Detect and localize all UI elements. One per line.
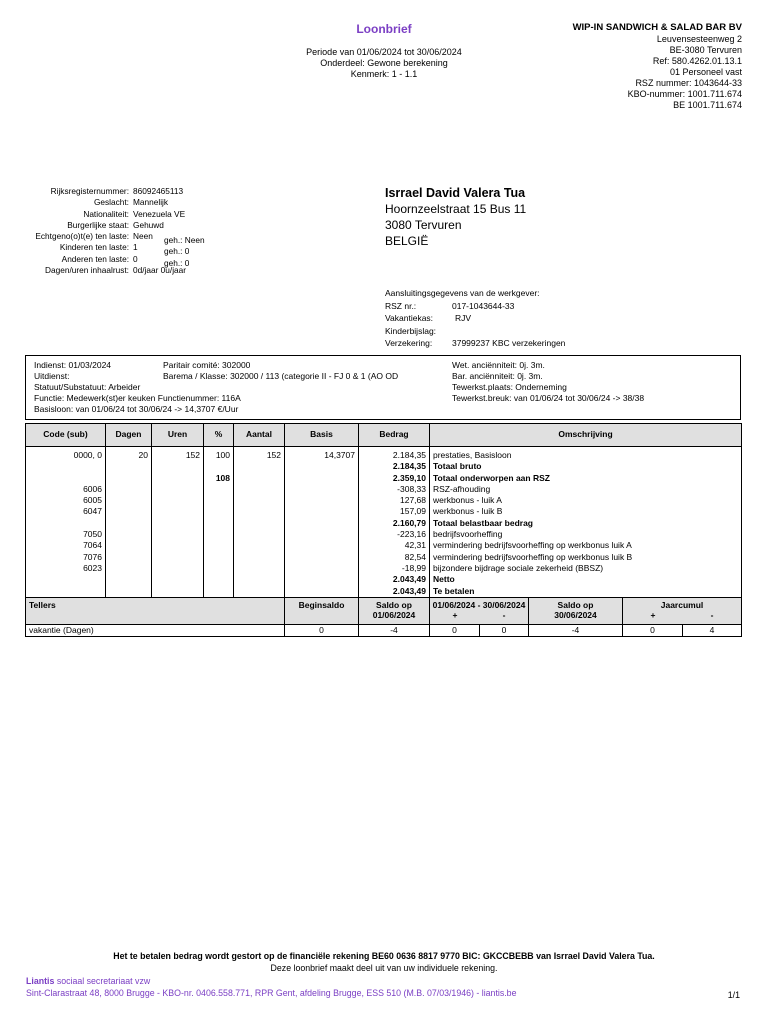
cell-bedrag: 2.359,10 <box>359 473 430 484</box>
cell-bedrag: 127,68 <box>359 495 430 506</box>
cell-basis <box>285 552 359 563</box>
cell-dagen <box>106 518 152 529</box>
cell-uren <box>152 484 204 495</box>
cell-percent <box>204 586 234 598</box>
cell-aantal <box>234 563 285 574</box>
personal-extra-value: geh.: Neen <box>164 235 205 245</box>
table-row <box>26 506 742 517</box>
cell-aantal <box>234 506 285 517</box>
personal-label: Echtgeno(o)t(e) ten laste: <box>35 231 129 242</box>
cell-dagen <box>106 461 152 472</box>
table-row <box>26 518 742 529</box>
cell-basis <box>285 529 359 540</box>
cell-code: 6023 <box>26 563 106 574</box>
cell-basis <box>285 518 359 529</box>
personal-value: Neen <box>133 231 153 242</box>
indienst: Indienst: 01/03/2024 <box>34 360 112 370</box>
payment-notice: Het te betalen bedrag wordt gestort op de financiële rekening BE60 0636 8817 9770 BIC: GKCCBEBB van Isrrael David Valera Tua. <box>113 951 655 961</box>
personal-value: 1 <box>133 242 138 253</box>
employer-name: WIP-IN SANDWICH & SALAD BAR BV <box>572 22 742 33</box>
liantis-address: Sint-Clarastraat 48, 8000 Brugge - KBO-nr. 0406.558.771, RPR Gent, afdeling Brugge, ESS 510 (M.B. 07/03/1946) - liantis.be <box>26 988 517 998</box>
column-header: Uren <box>152 424 204 447</box>
saldo-end-date: 30/06/2024 <box>554 609 597 620</box>
cell-basis <box>285 495 359 506</box>
cell-dagen <box>106 586 152 598</box>
cell-dagen <box>106 563 152 574</box>
affiliation-label: Vakantiekas: <box>385 313 434 323</box>
personal-value: 0 <box>133 253 138 264</box>
personal-label: Burgerlijke staat: <box>67 219 129 230</box>
table-row <box>26 529 742 540</box>
cell-bedrag: -308,33 <box>359 484 430 495</box>
personal-value: Gehuwd <box>133 219 164 230</box>
cell-bedrag: 2.043,49 <box>359 586 430 598</box>
cell-omschrijving: werkbonus - luik B <box>430 506 742 517</box>
personal-label: Anderen ten laste: <box>61 253 129 264</box>
barema: Barema / Klasse: 302000 / 113 (categorie II - FJ 0 & 1 (AO OD <box>163 371 399 381</box>
cell-percent: 100 <box>204 447 234 462</box>
cell-uren <box>152 563 204 574</box>
cell-uren <box>152 529 204 540</box>
cell-code <box>26 518 106 529</box>
saldo-end-header <box>529 598 623 624</box>
affiliation-value: RJV <box>455 313 472 323</box>
cell-dagen <box>106 574 152 585</box>
saldo-end-label: Saldo op <box>557 599 594 610</box>
cell-uren <box>152 540 204 551</box>
cell-uren <box>152 461 204 472</box>
minus-label: - <box>502 609 506 620</box>
tellers-label: Tellers <box>26 597 285 624</box>
teller-minus: 0 <box>480 625 529 636</box>
column-header: Aantal <box>234 424 285 447</box>
minus-label: - <box>710 609 714 620</box>
cell-basis <box>285 484 359 495</box>
cell-bedrag: 82,54 <box>359 552 430 563</box>
cell-aantal <box>234 574 285 585</box>
cell-omschrijving: vermindering bedrijfsvoorheffing op werkbonus luik B <box>430 552 742 563</box>
cell-omschrijving: Totaal bruto <box>430 461 742 472</box>
column-header: Bedrag <box>359 424 430 447</box>
affiliation-value: 017-1043644-33 <box>452 300 515 311</box>
table-row <box>26 540 742 551</box>
cell-percent <box>204 484 234 495</box>
page-number: 1/1 <box>727 990 740 1000</box>
functie: Functie: Medewerk(st)er keuken Functienummer: 116A <box>34 393 241 403</box>
affiliation-row <box>385 300 765 313</box>
statuut: Statuut/Substatuut: Arbeider <box>34 382 141 392</box>
cell-dagen <box>106 495 152 506</box>
cell-omschrijving: Totaal belastbaar bedrag <box>430 518 742 529</box>
employer-line: 01 Personeel vast <box>669 67 742 77</box>
cell-basis <box>285 563 359 574</box>
tellers-header-row <box>26 597 742 624</box>
cell-code <box>26 473 106 484</box>
saldo-start-header <box>359 597 430 624</box>
teller-cum-minus: 4 <box>709 624 715 635</box>
cell-aantal <box>234 540 285 551</box>
period-range: 01/06/2024 - 30/06/2024 <box>432 599 526 610</box>
cell-basis <box>285 540 359 551</box>
period-header <box>430 598 529 624</box>
period-subheader <box>430 610 528 620</box>
cell-uren <box>152 518 204 529</box>
table-row <box>26 586 742 598</box>
cell-bedrag: 157,09 <box>359 506 430 517</box>
affiliation-label: RSZ nr.: <box>385 300 417 311</box>
jaarcumul-subheader <box>623 610 741 620</box>
cell-code: 6006 <box>26 484 106 495</box>
employer-line: KBO-nummer: 1001.711.674 <box>627 89 742 99</box>
kenmerk-text: Kenmerk: 1 - 1.1 <box>350 69 418 79</box>
cell-percent <box>204 461 234 472</box>
cell-bedrag: 2.184,35 <box>359 461 430 472</box>
affiliation-row <box>385 337 765 350</box>
cell-bedrag: -18,99 <box>359 563 430 574</box>
cell-aantal <box>234 495 285 506</box>
personal-extra-value: geh.: 0 <box>164 246 190 257</box>
teller-saldo-end: -4 <box>529 625 623 636</box>
uitdienst: Uitdienst: <box>34 371 70 381</box>
table-header-row <box>26 424 742 447</box>
personal-label: Dagen/uren inhaalrust: <box>45 265 129 276</box>
teller-saldo-start: -4 <box>359 624 430 636</box>
affiliation-block <box>385 287 765 350</box>
cell-percent <box>204 495 234 506</box>
cell-omschrijving: Netto <box>430 574 742 585</box>
cell-code: 0000, 0 <box>26 447 106 462</box>
personal-value: Venezuela VE <box>133 208 186 219</box>
cell-uren <box>152 574 204 585</box>
payslip-lines <box>26 447 742 598</box>
personal-extra-value: geh.: 0 <box>164 257 190 268</box>
jaarcumul-header <box>623 598 741 624</box>
cell-bedrag: 2.184,35 <box>359 447 430 462</box>
tewerkstelling-breuk: Tewerkst.breuk: van 01/06/24 tot 30/06/24 -> 38/38 <box>452 393 645 403</box>
cell-uren <box>152 552 204 563</box>
cell-percent <box>204 540 234 551</box>
cell-uren <box>152 586 204 598</box>
cell-aantal <box>234 484 285 495</box>
tewerkstelling-plaats: Tewerkst.plaats: Onderneming <box>452 382 567 392</box>
cell-aantal <box>234 518 285 529</box>
table-row <box>26 495 742 506</box>
personal-label: Rijksregisternummer: <box>50 186 129 196</box>
saldo-start-date: 01/06/2024 <box>372 609 416 620</box>
column-header: Basis <box>285 424 359 447</box>
beginsaldo-header: Beginsaldo <box>285 597 359 624</box>
cell-code <box>26 586 106 598</box>
payslip-table <box>25 423 742 637</box>
cell-aantal <box>234 473 285 484</box>
employer-line: RSZ nummer: 1043644-33 <box>635 78 742 88</box>
affiliation-title: Aansluitingsgegevens van de werkgever: <box>385 288 540 298</box>
onderdeel-text: Onderdeel: Gewone berekening <box>320 58 448 68</box>
employer-line: Leuvensesteenweg 2 <box>656 34 742 44</box>
account-notice: Deze loonbrief maakt deel uit van uw individuele rekening. <box>270 963 498 973</box>
cell-dagen <box>106 552 152 563</box>
cell-code: 7064 <box>26 540 106 551</box>
cell-omschrijving: Te betalen <box>430 586 742 598</box>
cell-omschrijving: prestaties, Basisloon <box>430 447 742 462</box>
personal-value: Mannelijk <box>133 197 169 208</box>
liantis-brand: Liantis <box>26 976 55 986</box>
basisloon: Basisloon: van 01/06/24 tot 30/06/24 -> 14,3707 €/Uur <box>34 404 239 414</box>
cell-omschrijving: bijzondere bijdrage sociale zekerheid (BBSZ) <box>430 563 742 574</box>
cell-omschrijving: Totaal onderworpen aan RSZ <box>430 473 742 484</box>
cell-uren <box>152 473 204 484</box>
cell-aantal <box>234 586 285 598</box>
cell-dagen <box>106 540 152 551</box>
personal-label: Geslacht: <box>93 197 129 208</box>
employer-line: BE 1001.711.674 <box>673 100 742 110</box>
column-header: Omschrijving <box>430 424 742 447</box>
cell-dagen: 20 <box>106 447 152 462</box>
cell-uren: 152 <box>152 447 204 462</box>
cell-bedrag: 42,31 <box>359 540 430 551</box>
table-row <box>26 484 742 495</box>
affiliation-label: Verzekering: <box>385 338 433 348</box>
plus-label: + <box>452 609 458 620</box>
table-row <box>26 461 742 472</box>
cell-dagen <box>106 473 152 484</box>
table-row <box>26 473 742 484</box>
cell-percent: 108 <box>204 473 234 484</box>
cell-basis <box>285 506 359 517</box>
teller-cum-plus: 0 <box>623 625 683 636</box>
cell-code: 6047 <box>26 506 106 517</box>
employee-city: 3080 Tervuren <box>385 218 462 232</box>
paritair-comite: Paritair comité: 302000 <box>163 360 251 370</box>
personal-labels <box>0 186 129 276</box>
employee-name: Isrrael David Valera Tua <box>385 186 526 200</box>
teller-beginsaldo: 0 <box>285 624 359 636</box>
cell-code <box>26 574 106 585</box>
cell-uren <box>152 495 204 506</box>
personal-label: Kinderen ten laste: <box>59 242 129 253</box>
document-title: Loonbrief <box>356 22 412 36</box>
cell-bedrag: 2.043,49 <box>359 574 430 585</box>
cell-percent <box>204 552 234 563</box>
teller-plus: 0 <box>430 625 480 636</box>
cell-percent <box>204 506 234 517</box>
cell-bedrag: 2.160,79 <box>359 518 430 529</box>
employer-line: BE-3080 Tervuren <box>669 45 742 55</box>
personal-label: Nationaliteit: <box>83 208 129 219</box>
cell-basis: 14,3707 <box>285 447 359 462</box>
plus-label: + <box>650 609 656 620</box>
personal-extra <box>164 235 224 269</box>
cell-code: 6005 <box>26 495 106 506</box>
cell-aantal <box>234 552 285 563</box>
affiliation-row <box>385 312 765 325</box>
column-header: % <box>204 424 234 447</box>
cell-omschrijving: werkbonus - luik A <box>430 495 742 506</box>
cell-aantal <box>234 529 285 540</box>
employer-line: Ref: 580.4262.01.13.1 <box>652 56 742 66</box>
cell-code: 7076 <box>26 552 106 563</box>
wet-ancienniteit: Wet. anciënniteit: 0j. 3m. <box>452 360 545 370</box>
cell-bedrag: -223,16 <box>359 529 430 540</box>
saldo-start-label: Saldo op <box>376 599 412 610</box>
cell-omschrijving: vermindering bedrijfsvoorheffing op werkbonus luik A <box>430 540 742 551</box>
employer-block <box>442 22 742 111</box>
table-row <box>26 447 742 462</box>
personal-value: 0d/jaar 0u/jaar <box>133 265 187 276</box>
table-row <box>26 563 742 574</box>
cell-aantal: 152 <box>234 447 285 462</box>
employee-address <box>385 185 745 249</box>
cell-percent <box>204 518 234 529</box>
liantis-brand-line <box>26 976 150 986</box>
cell-aantal <box>234 461 285 472</box>
employment-info-box <box>25 355 741 420</box>
cell-percent <box>204 563 234 574</box>
cell-basis <box>285 586 359 598</box>
column-header: Dagen <box>106 424 152 447</box>
cell-omschrijving: bedrijfsvoorheffing <box>430 529 742 540</box>
personal-value: 86092465113 <box>133 186 184 196</box>
table-row <box>26 574 742 585</box>
cell-basis <box>285 574 359 585</box>
cell-basis <box>285 461 359 472</box>
affiliation-value: 37999237 KBC verzekeringen <box>452 338 566 348</box>
cell-dagen <box>106 506 152 517</box>
affiliation-row <box>385 325 765 338</box>
employee-street: Hoornzeelstraat 15 Bus 11 <box>385 202 527 216</box>
cell-code <box>26 461 106 472</box>
period-text: Periode van 01/06/2024 tot 30/06/2024 <box>306 47 462 57</box>
teller-name: vakantie (Dagen) <box>26 624 285 636</box>
cell-percent <box>204 574 234 585</box>
cell-percent <box>204 529 234 540</box>
cell-omschrijving: RSZ-afhouding <box>430 484 742 495</box>
teller-right-values <box>430 624 742 636</box>
cell-dagen <box>106 484 152 495</box>
tellers-row <box>26 624 742 636</box>
liantis-subtitle: sociaal secretariaat vzw <box>56 976 151 986</box>
affiliation-label: Kinderbijslag: <box>385 325 437 336</box>
cell-basis <box>285 473 359 484</box>
column-header: Code (sub) <box>26 424 106 447</box>
bar-ancienniteit: Bar. anciënniteit: 0j. 3m. <box>452 371 543 381</box>
table-row <box>26 552 742 563</box>
cell-dagen <box>106 529 152 540</box>
tellers-right-header <box>430 597 742 624</box>
employee-country: BELGIË <box>385 234 429 248</box>
cell-uren <box>152 506 204 517</box>
cell-code: 7050 <box>26 529 106 540</box>
jaarcumul-label: Jaarcumul <box>660 599 704 610</box>
